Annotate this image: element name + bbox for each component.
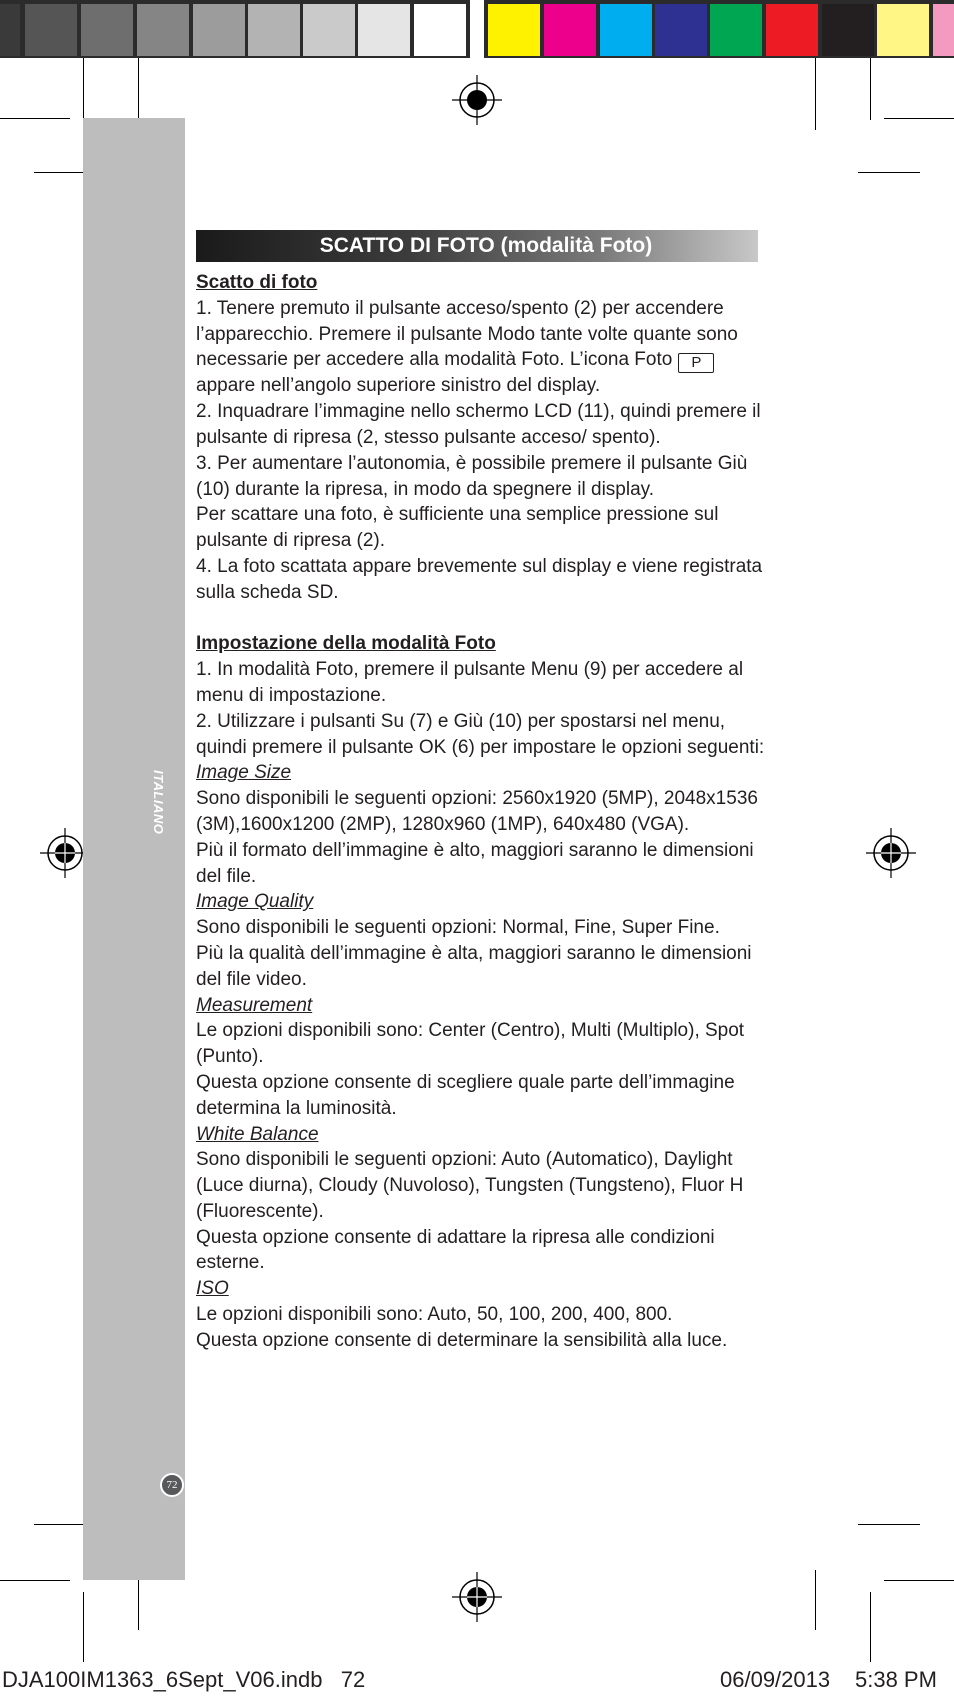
gray-swatch xyxy=(303,4,355,56)
paragraph: Questa opzione consente di adattare la ripresa alle condizioni esterne. xyxy=(196,1226,715,1274)
option-heading: Image Quality xyxy=(196,891,314,913)
language-label: ITALIANO xyxy=(151,770,166,835)
paragraph-text: appare nell’angolo superiore sinistro del display. xyxy=(196,375,601,397)
option-heading: Image Size xyxy=(196,762,292,784)
crop-mark xyxy=(884,1580,954,1581)
magenta-swatch xyxy=(544,4,596,56)
crop-mark xyxy=(83,1592,84,1662)
gray-swatch xyxy=(25,4,77,56)
section-heading: Scatto di foto xyxy=(196,272,318,293)
main-content xyxy=(196,270,766,1354)
registration-mark-icon xyxy=(452,1572,502,1622)
paragraph: Questa opzione consente di determinare la sensibilità alla luce. xyxy=(196,1329,728,1351)
paragraph: Le opzioni disponibili sono: Auto, 50, 100, 200, 400, 800. xyxy=(196,1304,673,1326)
paragraph: Per scattare una foto, è sufficiente una semplice pressione sul pulsante di ripresa (2). xyxy=(196,504,719,552)
yellow-swatch xyxy=(488,4,540,56)
crop-mark xyxy=(0,1580,70,1581)
option-heading: ISO xyxy=(196,1278,229,1300)
cyan-swatch xyxy=(600,4,652,56)
paragraph: 4. La foto scattata appare brevemente sul display e viene registrata sulla scheda SD. xyxy=(196,555,763,603)
red-swatch xyxy=(766,4,818,56)
page-number: 72 xyxy=(160,1473,184,1497)
gray-swatch xyxy=(137,4,189,56)
paragraph: Sono disponibili le seguenti opzioni: 2560x1920 (5MP), 2048x1536 (3M),1600x1200 (2MP), 1280x960 (1MP), 640x480 (VGA). xyxy=(196,788,758,835)
footer-filename: DJA100IM1363_6Sept_V06.indb 72 xyxy=(2,1667,366,1692)
paragraph: Questa opzione consente di scegliere quale parte dell’immagine determina la luminosità. xyxy=(196,1071,735,1119)
crop-mark xyxy=(858,1524,920,1525)
crop-mark xyxy=(83,58,84,120)
gray-swatch xyxy=(414,4,466,56)
page-title: SCATTO DI FOTO (modalità Foto) xyxy=(196,230,758,262)
light-yellow-swatch xyxy=(877,4,929,56)
crop-mark xyxy=(884,118,954,119)
registration-mark-icon xyxy=(866,828,916,878)
paragraph: Sono disponibili le seguenti opzioni: Auto (Automatico), Daylight (Luce diurna), Cloudy (Nuvoloso), Tungsten (Tungsteno), Fluor H (Fluorescente). xyxy=(196,1149,744,1222)
gap-swatch xyxy=(470,0,484,58)
crop-mark xyxy=(858,172,920,173)
paragraph: Le opzioni disponibili sono: Center (Centro), Multi (Multiplo), Spot (Punto). xyxy=(196,1020,745,1068)
pink-swatch xyxy=(933,4,954,56)
paragraph: 2. Utilizzare i pulsanti Su (7) e Giù (10) per spostarsi nel menu, quindi premere il pulsante OK (6) per impostare le opzioni seguenti: xyxy=(196,710,765,758)
crop-mark xyxy=(815,1570,816,1630)
crop-mark xyxy=(870,58,871,120)
gray-swatch xyxy=(358,4,410,56)
gray-swatch xyxy=(248,4,300,56)
crop-mark xyxy=(815,58,816,130)
paragraph-text: 1. Tenere premuto il pulsante acceso/spento (2) per accendere l’apparecchio. Premere il pulsante Modo tante volte quante sono necessarie per accedere alla modalità Foto. L’icona Foto xyxy=(196,297,738,371)
registration-mark-icon xyxy=(452,75,502,125)
footer-time: 5:38 PM xyxy=(855,1667,937,1692)
paragraph: Più il formato dell’immagine è alto, maggiori saranno le dimensioni del file. xyxy=(196,839,754,887)
black-swatch xyxy=(822,4,874,56)
color-calibration-bar xyxy=(0,0,954,58)
gray-swatch xyxy=(0,4,20,56)
section-heading: Impostazione della modalità Foto xyxy=(196,633,496,655)
paragraph: Sono disponibili le seguenti opzioni: Normal, Fine, Super Fine. xyxy=(196,917,720,939)
paragraph: 3. Per aumentare l’autonomia, è possibile premere il pulsante Giù (10) durante la ripresa, in modo da spegnere il display. xyxy=(196,452,748,500)
crop-mark xyxy=(870,1592,871,1662)
crop-mark xyxy=(0,118,70,119)
gray-swatch xyxy=(193,4,245,56)
option-heading: Measurement xyxy=(196,994,313,1016)
photo-mode-icon: P xyxy=(678,353,714,373)
blue-swatch xyxy=(655,4,707,56)
side-strip xyxy=(83,118,185,1580)
green-swatch xyxy=(710,4,762,56)
gray-swatch xyxy=(81,4,133,56)
footer-date: 06/09/2013 xyxy=(720,1667,831,1692)
paragraph: Più la qualità dell’immagine è alta, maggiori saranno le dimensioni del file video. xyxy=(196,942,752,990)
paragraph: 2. Inquadrare l’immagine nello schermo LCD (11), quindi premere il pulsante di ripresa (2, stesso pulsante acceso/ spento). xyxy=(196,401,761,448)
paragraph xyxy=(196,296,766,399)
spacer xyxy=(196,606,766,632)
option-heading: White Balance xyxy=(196,1123,319,1145)
paragraph: 1. In modalità Foto, premere il pulsante Menu (9) per accedere al menu di impostazione. xyxy=(196,659,744,706)
